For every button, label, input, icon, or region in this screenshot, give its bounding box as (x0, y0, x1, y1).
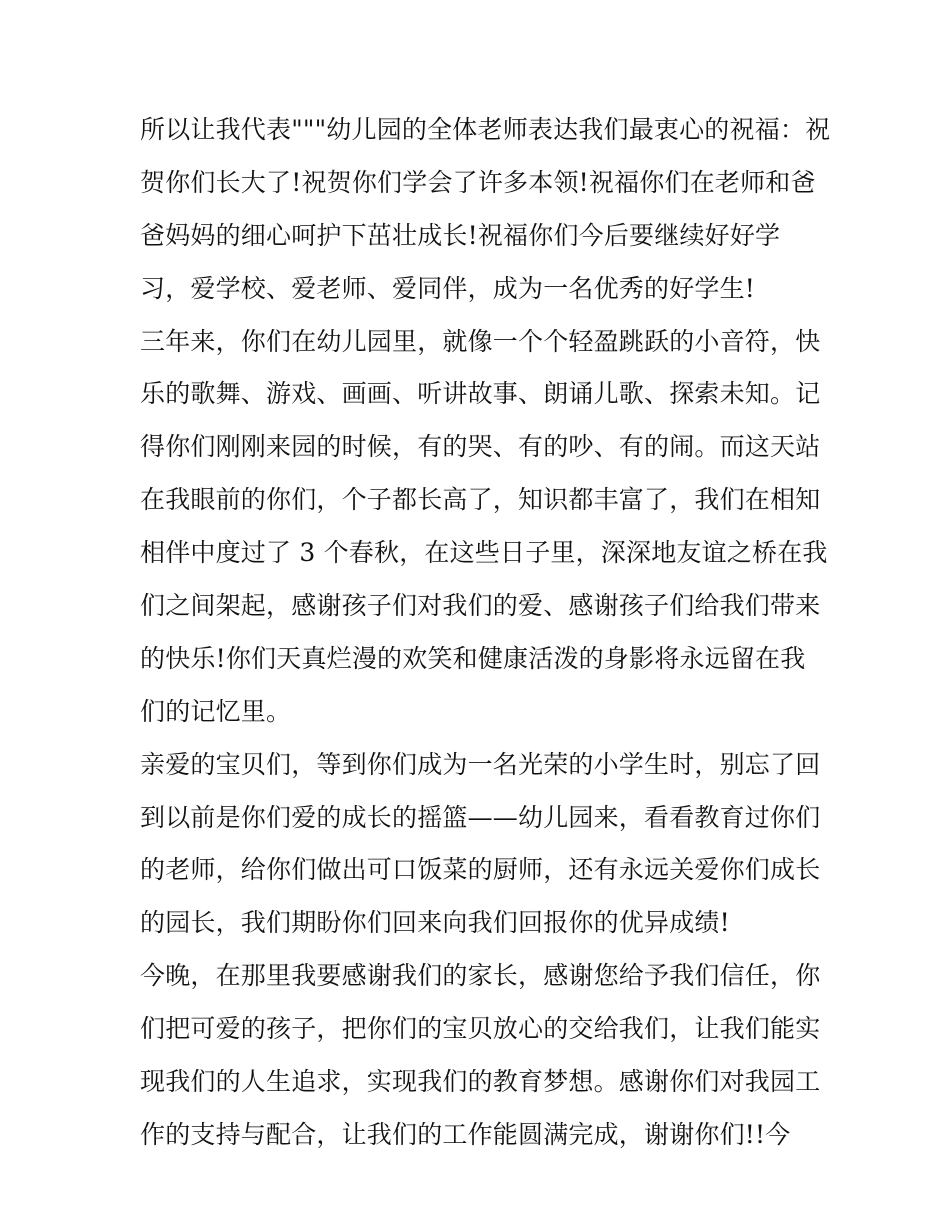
text-line: 亲爱的宝贝们，等到你们成为一名光荣的小学生时，别忘了回 (140, 749, 821, 779)
text-line: 三年来，你们在幼儿园里，就像一个个轻盈跳跃的小音符，快 (140, 326, 821, 356)
text-line: 乐的歌舞、游戏、画画、听讲故事、朗诵儿歌、探索未知。记 (140, 379, 821, 409)
text-line: 作的支持与配合，让我们的工作能圆满完成，谢谢你们!!今 (140, 1119, 791, 1149)
text-line: 的老师，给你们做出可口饭菜的厨师，还有永远关爱你们成长 (140, 855, 821, 885)
text-line: 爸妈妈的细心呵护下茁壮成长!祝福你们今后要继续好好学 (140, 220, 781, 250)
text-line: 所以让我代表"""幼儿园的全体老师表达我们最衷心的祝福：祝 (140, 115, 831, 144)
text-line: 今晚，在那里我要感谢我们的家长，感谢您给予我们信任，你 (140, 961, 821, 991)
text-line: 到以前是你们爱的成长的摇篮——幼儿园来，看看教育过你们 (140, 802, 821, 832)
text-line: 在我眼前的你们，个子都长高了，知识都丰富了，我们在相知 (140, 485, 821, 515)
text-line: 贺你们长大了!祝贺你们学会了许多本领!祝福你们在老师和爸 (140, 167, 816, 197)
text-line: 的园长，我们期盼你们回来向我们回报你的优异成绩! (140, 908, 730, 938)
text-line: 现我们的人生追求，实现我们的教育梦想。感谢你们对我园工 (140, 1067, 821, 1097)
text-line: 们之间架起，感谢孩子们对我们的爱、感谢孩子们给我们带来 (140, 591, 821, 621)
text-line: 们把可爱的孩子，把你们的宝贝放心的交给我们，让我们能实 (140, 1014, 821, 1044)
text-line: 相伴中度过了 3 个春秋，在这些日子里，深深地友谊之桥在我 (140, 538, 828, 568)
text-line: 习，爱学校、爱老师、爱同伴，成为一名优秀的好学生! (140, 273, 756, 303)
text-line: 的快乐!你们天真烂漫的欢笑和健康活泼的身影将永远留在我 (140, 643, 806, 673)
body-text (140, 104, 831, 1162)
text-line: 们的记忆里。 (140, 696, 292, 726)
text-line: 得你们刚刚来园的时候，有的哭、有的吵、有的闹。而这天站 (140, 432, 821, 462)
